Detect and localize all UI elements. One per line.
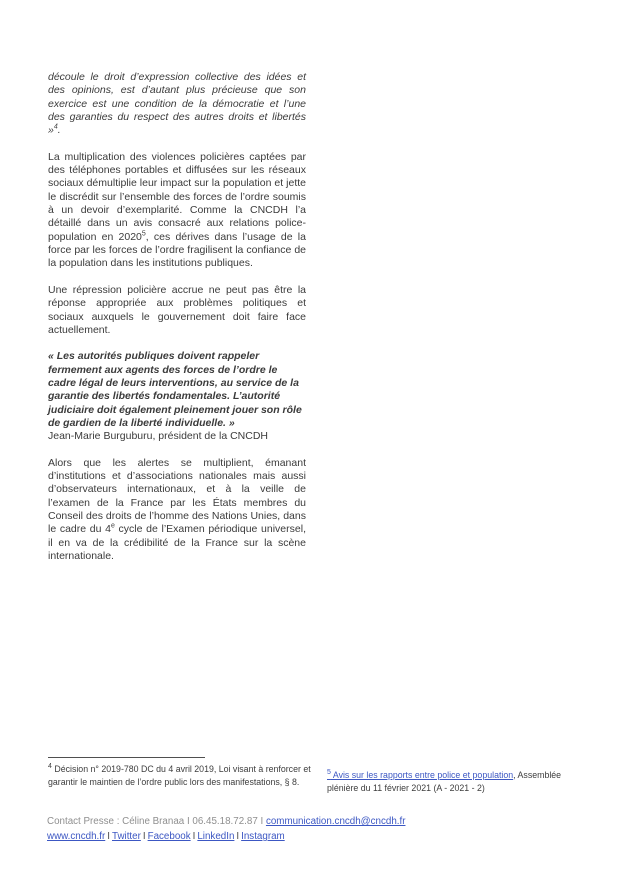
paragraph-alertes-text: Alors que les alertes se multiplient, émanant d’institutions et d’associations nationales mais aussi d’observateurs internationaux, et à la veille de l’examen de la France par les États membres du Conseil des droits de l’homme des Nations Unies, dans le cadre du 4 bbox=[48, 456, 306, 536]
paragraph-violences-text: La multiplication des violences policières captées par des téléphones portables et diffusées sur les réseaux sociaux démultiplie leur impact sur la population et jette le discrédit sur l’ensemble des forces de l’ordre soumis à un devoir d’exemplarité. Comme la CNCDH l’a détaillé dans un avis consacré aux relations police-population en 2020 bbox=[48, 150, 306, 243]
ordinal-superscript: e bbox=[110, 522, 115, 530]
linkedin-link[interactable]: LinkedIn bbox=[197, 831, 235, 842]
press-release-body bbox=[48, 71, 306, 576]
footnote-5-tail: , Assemblée plénière du 11 février 2021 (A - 2021 - 2) bbox=[327, 770, 562, 793]
footnote-5-link-text: Avis sur les rapports entre police et population bbox=[330, 770, 514, 780]
contact-links-line bbox=[47, 829, 587, 844]
footnote-4-text: Décision n° 2019-780 DC du 4 avril 2019, Loi visant à renforcer et garantir le maintien de l’ordre public lors des manifestations, § 8. bbox=[48, 764, 311, 787]
paragraph-repression: Une répression policière accrue ne peut pas être la réponse appropriée aux problèmes politiques et sociaux auxquels le gouvernement doit faire face actuellement. bbox=[48, 283, 306, 336]
separator-text: I bbox=[142, 831, 146, 842]
footnote-4 bbox=[48, 763, 316, 789]
footnote-4-text-wrap bbox=[48, 763, 316, 789]
paragraph-violences-text-end: , ces dérives dans l’usage de la force par les forces de l’ordre fragilisent la confiance de la population dans les institutions publiques. bbox=[48, 230, 306, 270]
intro-quote-paragraph bbox=[48, 71, 306, 138]
footnote-5-text-wrap bbox=[327, 769, 565, 795]
footnote-separator-rule bbox=[48, 757, 205, 758]
paragraph-alertes-text-end: cycle de l’Examen périodique universel, il en va de la crédibilité de la France sur la scène internationale. bbox=[48, 523, 306, 562]
pull-quote-block bbox=[48, 350, 306, 443]
twitter-link[interactable]: Twitter bbox=[112, 831, 141, 842]
footnote-5-avis-link[interactable] bbox=[327, 770, 513, 780]
contact-block bbox=[47, 814, 587, 844]
separator-text: I bbox=[236, 831, 240, 842]
paragraph-alertes bbox=[48, 457, 306, 564]
intro-quote-text: découle le droit d’expression collective des idées et des opinions, est d’autant plus précieuse que son exercice est une condition de la démocratie et l’une des garanties du respect des autres droits et libertés » bbox=[48, 71, 306, 137]
footnote-5 bbox=[327, 769, 565, 795]
contact-press-label: Contact Presse : Céline Branaa I 06.45.18.72.87 I bbox=[47, 816, 266, 827]
contact-press-line bbox=[47, 814, 587, 829]
footnote-ref-5: 5 bbox=[141, 230, 146, 238]
email-link[interactable]: communication.cncdh@cncdh.fr bbox=[265, 816, 406, 827]
facebook-link[interactable]: Facebook bbox=[147, 831, 191, 842]
footnote-4-marker: 4 bbox=[48, 763, 52, 771]
paragraph-violences-policieres bbox=[48, 151, 306, 271]
pull-quote-text: « Les autorités publiques doivent rappeler fermement aux agents des forces de l’ordre le cadre légal de leurs interventions, au service de la garantie des libertés fondamentales. L’autorité judiciaire doit également pleinement jouer son rôle de gardien de la liberté individuelle. » bbox=[48, 350, 302, 429]
footnote-ref-4: 4 bbox=[53, 123, 58, 131]
separator-text: I bbox=[107, 831, 110, 842]
intro-quote-tail: . bbox=[57, 124, 61, 137]
footnote-5-marker: 5 bbox=[327, 769, 331, 777]
website-link[interactable]: www.cncdh.fr bbox=[47, 831, 106, 842]
instagram-link[interactable]: Instagram bbox=[241, 831, 285, 842]
pull-quote-attribution: Jean-Marie Burguburu, président de la CNCDH bbox=[48, 430, 269, 443]
separator-text: I bbox=[192, 831, 196, 842]
